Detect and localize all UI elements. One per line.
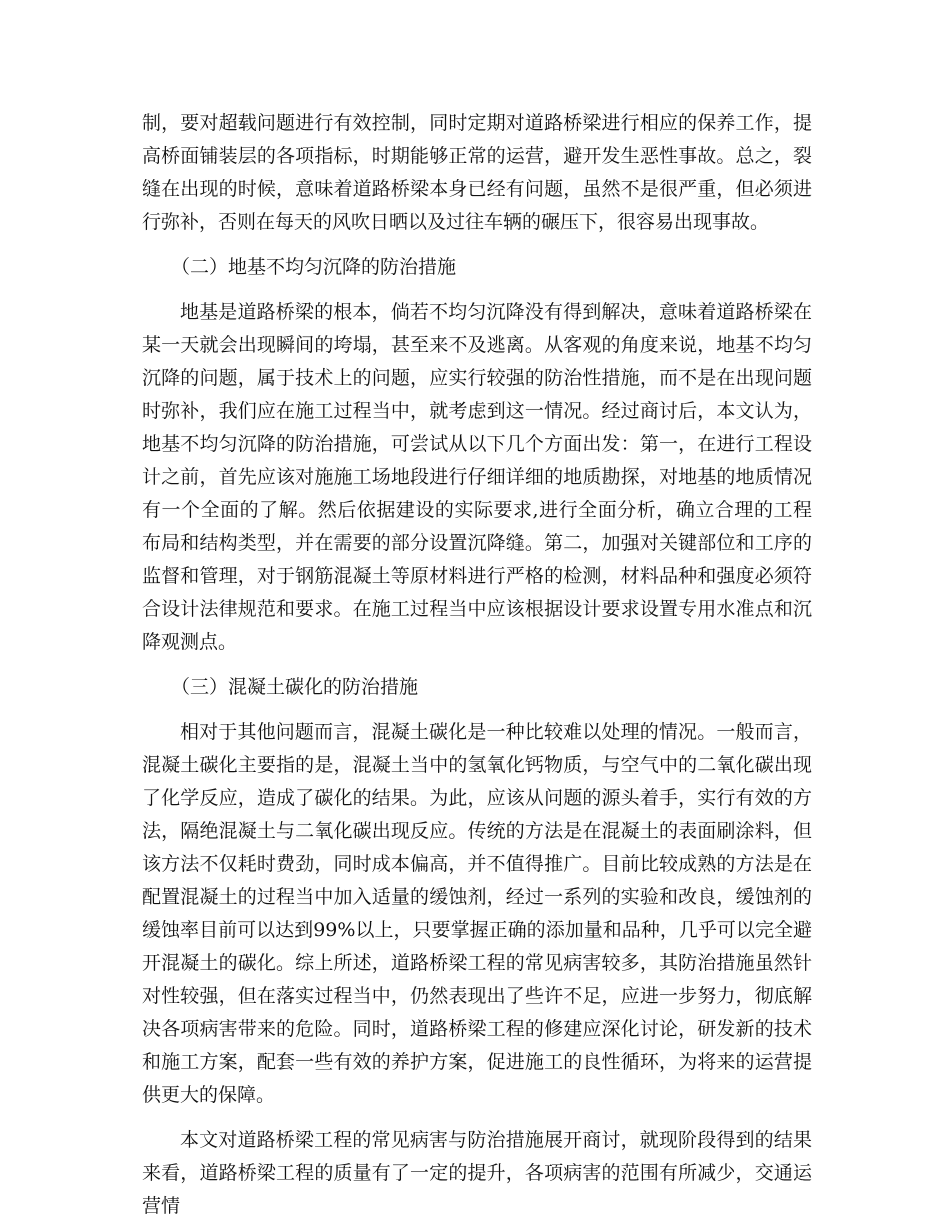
paragraph-concrete-carbonation: 相对于其他问题而言，混凝土碳化是一种比较难以处理的情况。一般而言，混凝土碳化主要指的是，混凝土当中的氢氧化钙物质，与空气中的二氧化碳出现了化学反应，造成了碳化的结果。为此，应该从问题的源头着手，实行有效的方法，隔绝混凝土与二氧化碳出现反应。传统的方法是在混凝土的表面刷涂料，但该方法不仅耗时费劲，同时成本偏高，并不值得推广。目前比较成熟的方法是在配置混凝土的过程当中加入适量的缓蚀剂，经过一系列的实验和改良，缓蚀剂的缓蚀率目前可以达到99%以上，只要掌握正确的添加量和品种，几乎可以完全避开混凝土的碳化。综上所述，道路桥梁工程的常见病害较多，其防治措施虽然针对性较强，但在落实过程当中，仍然表现出了些许不足，应进一步努力，彻底解决各项病害带来的危险。同时，道路桥梁工程的修建应深化讨论，研发新的技术和施工方案，配套一些有效的养护方案，促进施工的良性循环，为将来的运营提供更大的保障。: [142, 721, 812, 1106]
section-heading-2: （二）地基不均匀沉降的防治措施: [171, 256, 457, 278]
section-heading-3: （三）混凝土碳化的防治措施: [171, 676, 419, 698]
paragraph-foundation-settlement: 地基是道路桥梁的根本，倘若不均匀沉降没有得到解决，意味着道路桥梁在某一天就会出现瞬间的垮塌，甚至来不及逃离。从客观的角度来说，地基不均匀沉降的问题，属于技术上的问题，应实行较强的防治性措施，而不是在出现问题时弥补，我们应在施工过程当中，就考虑到这一情况。经过商讨后，本文认为，地基不均匀沉降的防治措施，可尝试从以下几个方面出发：第一，在进行工程设计之前，首先应该对施施工场地段进行仔细详细的地质勘探，对地基的地质情况有一个全面的了解。然后依据建设的实际要求,进行全面分析，确立合理的工程布局和结构类型，并在需要的部分设置沉降缝。第二，加强对关键部位和工序的监督和管理，对于钢筋混凝土等原材料进行严格的检测，材料品种和强度必须符合设计法律规范和要求。在施工过程当中应该根据设计要求设置专用水准点和沉降观测点。: [142, 301, 812, 653]
paragraph-intro: 制，要对超载问题进行有效控制，同时定期对道路桥梁进行相应的保养工作，提高桥面铺装层的各项指标，时期能够正常的运营，避开发生恶性事故。总之，裂缝在出现的时候，意味着道路桥梁本身已经有问题，虽然不是很严重，但必须进行弥补，否则在每天的风吹日晒以及过往车辆的碾压下，很容易出现事故。: [142, 112, 812, 233]
paragraph-conclusion: 本文对道路桥梁工程的常见病害与防治措施展开商讨，就现阶段得到的结果来看，道路桥梁工程的质量有了一定的提升，各项病害的范围有所减少，交通运营情: [142, 1129, 812, 1217]
document-page: [142, 107, 812, 1223]
